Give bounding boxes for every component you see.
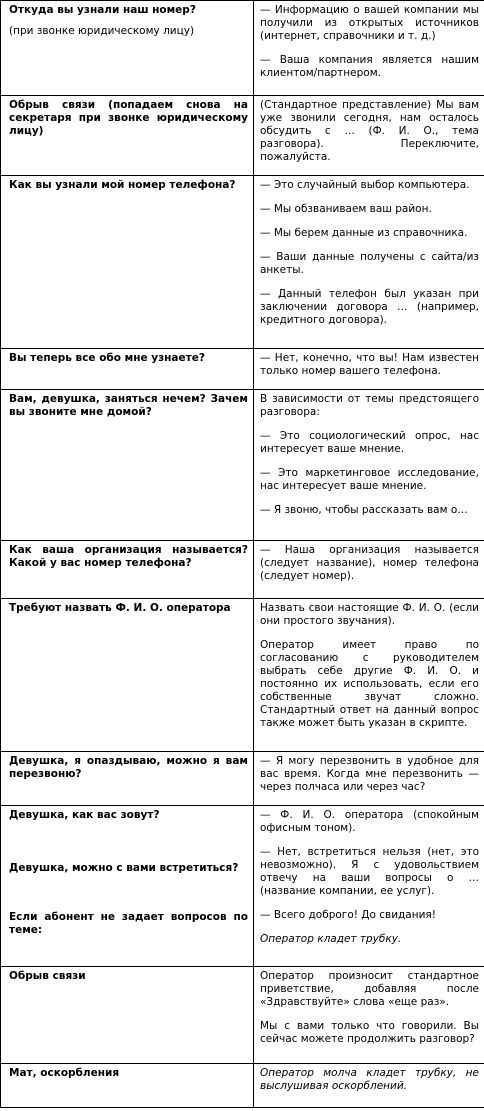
answer-text: Мы с вами только что говорили. Вы сейчас можете продолжить разговор? [260, 1020, 479, 1045]
question-cell [1, 967, 254, 1064]
answer-text: Оператор произносит стандартное приветствие, добавляя после «Здравствуйте» слова «еще раз». [260, 970, 479, 1008]
question-text: Как ваша организация называется? Какой у вас номер телефона? [9, 544, 248, 569]
question-text: Требуют назвать Ф. И. О. оператора [9, 602, 231, 614]
answer-text: — Всего доброго! До свидания! [260, 909, 436, 921]
answer-text: — Нет, конечно, что вы! Нам известен только номер вашего телефона. [260, 352, 479, 377]
answer-text: — Мы берем данные из справочника. [260, 227, 468, 239]
answer-text: В зависимости от темы предстоящего разговора: [260, 393, 479, 418]
question-cell [1, 752, 254, 806]
table-row [1, 1, 484, 96]
answer-text: — Я звоню, чтобы рассказать вам о… [260, 504, 468, 516]
answer-text: — Данный телефон был указан при заключении договора … (например, кредитного договора). [260, 288, 479, 326]
table-row [1, 967, 484, 1064]
table-row [1, 599, 484, 752]
question-cell [1, 176, 254, 349]
answer-text: — Ф. И. О. оператора (спокойным офисным тоном). [260, 809, 479, 834]
question-cell [1, 1064, 254, 1108]
answer-text: — Ваша компания является нашим клиентом/партнером. [260, 54, 479, 79]
table-row [1, 390, 484, 541]
answer-cell [254, 176, 484, 349]
answer-cell [254, 599, 484, 752]
answer-text: — Это случайный выбор компьютера. [260, 179, 470, 191]
table-row [1, 541, 484, 599]
question-cell [1, 599, 254, 752]
question-text: Девушка, я опаздываю, можно я вам перезвоню? [9, 755, 248, 780]
answer-text: — Наша организация называется (следует название), номер телефона (следует номер). [260, 544, 479, 582]
answer-text: — Это социологический опрос, нас интересует ваше мнение. [260, 430, 479, 455]
answer-cell [254, 967, 484, 1064]
answer-cell [254, 752, 484, 806]
table-row [1, 349, 484, 390]
question-cell [1, 96, 254, 176]
answer-text-italic: Оператор молча кладет трубку, не выслушивая оскорблений. [260, 1067, 479, 1092]
question-text: Девушка, как вас зовут? [9, 809, 160, 821]
question-text: Откуда вы узнали наш номер? [9, 4, 196, 16]
answer-cell [254, 1064, 484, 1108]
question-text: Вы теперь все обо мне узнаете? [9, 352, 205, 364]
answer-text: — Мы обзваниваем ваш район. [260, 203, 432, 215]
answer-text: (Стандартное представление) Мы вам уже звонили сегодня, нам осталось обсудить с … (Ф. И. О., тема разговора). Переключите, пожалуйста. [260, 99, 479, 163]
question-text: Если абонент не задает вопросов по теме: [9, 911, 248, 936]
table-row [1, 176, 484, 349]
question-text: Обрыв связи [9, 970, 86, 982]
question-note: (при звонке юридическому лицу) [9, 25, 195, 37]
answer-text: Назвать свои настоящие Ф. И. О. (если они простого звучания). [260, 602, 479, 627]
answer-cell [254, 390, 484, 541]
answer-text: — Это маркетинговое исследование, нас интересует ваше мнение. [260, 467, 479, 492]
table-row [1, 96, 484, 176]
question-text: Девушка, можно с вами встретиться? [9, 862, 239, 874]
question-text: Мат, оскорбления [9, 1067, 120, 1079]
table-row [1, 806, 484, 967]
answer-text: — Нет, встретиться нельзя (нет, это невозможно). Я с удовольствием отвечу на ваши вопросы о … (название компании, ее услуг). [260, 846, 479, 897]
answer-cell [254, 96, 484, 176]
question-text: Вам, девушка, заняться нечем? Зачем вы звоните мне домой? [9, 393, 248, 418]
answer-text-italic: Оператор кладет трубку. [260, 933, 402, 945]
question-cell [1, 390, 254, 541]
answer-cell [254, 349, 484, 390]
question-text: Обрыв связи (попадаем снова на секретаря при звонке юридическому лицу) [9, 99, 248, 137]
question-cell [1, 806, 254, 967]
answer-text: Оператор имеет право по согласованию с руководителем выбрать себе другие Ф. И. О. и постоянно их использовать, если его собственные звучат сложно. Стандартный ответ на данный вопрос также может быть указан в скрипте. [260, 639, 479, 729]
table-row [1, 752, 484, 806]
question-text: Как вы узнали мой номер телефона? [9, 179, 236, 191]
question-cell [1, 1, 254, 96]
table-row [1, 1064, 484, 1108]
answer-cell [254, 541, 484, 599]
question-cell [1, 541, 254, 599]
answer-text: — Информацию о вашей компании мы получили из открытых источников (интернет, справочники и т. д.) [260, 4, 479, 42]
answer-cell [254, 1, 484, 96]
answer-text: — Я могу перезвонить в удобное для вас время. Когда мне перезвонить — через полчаса или через час? [260, 755, 479, 793]
answer-text: — Ваши данные получены с сайта/из анкеты. [260, 251, 479, 276]
answer-cell [254, 806, 484, 967]
question-cell [1, 349, 254, 390]
